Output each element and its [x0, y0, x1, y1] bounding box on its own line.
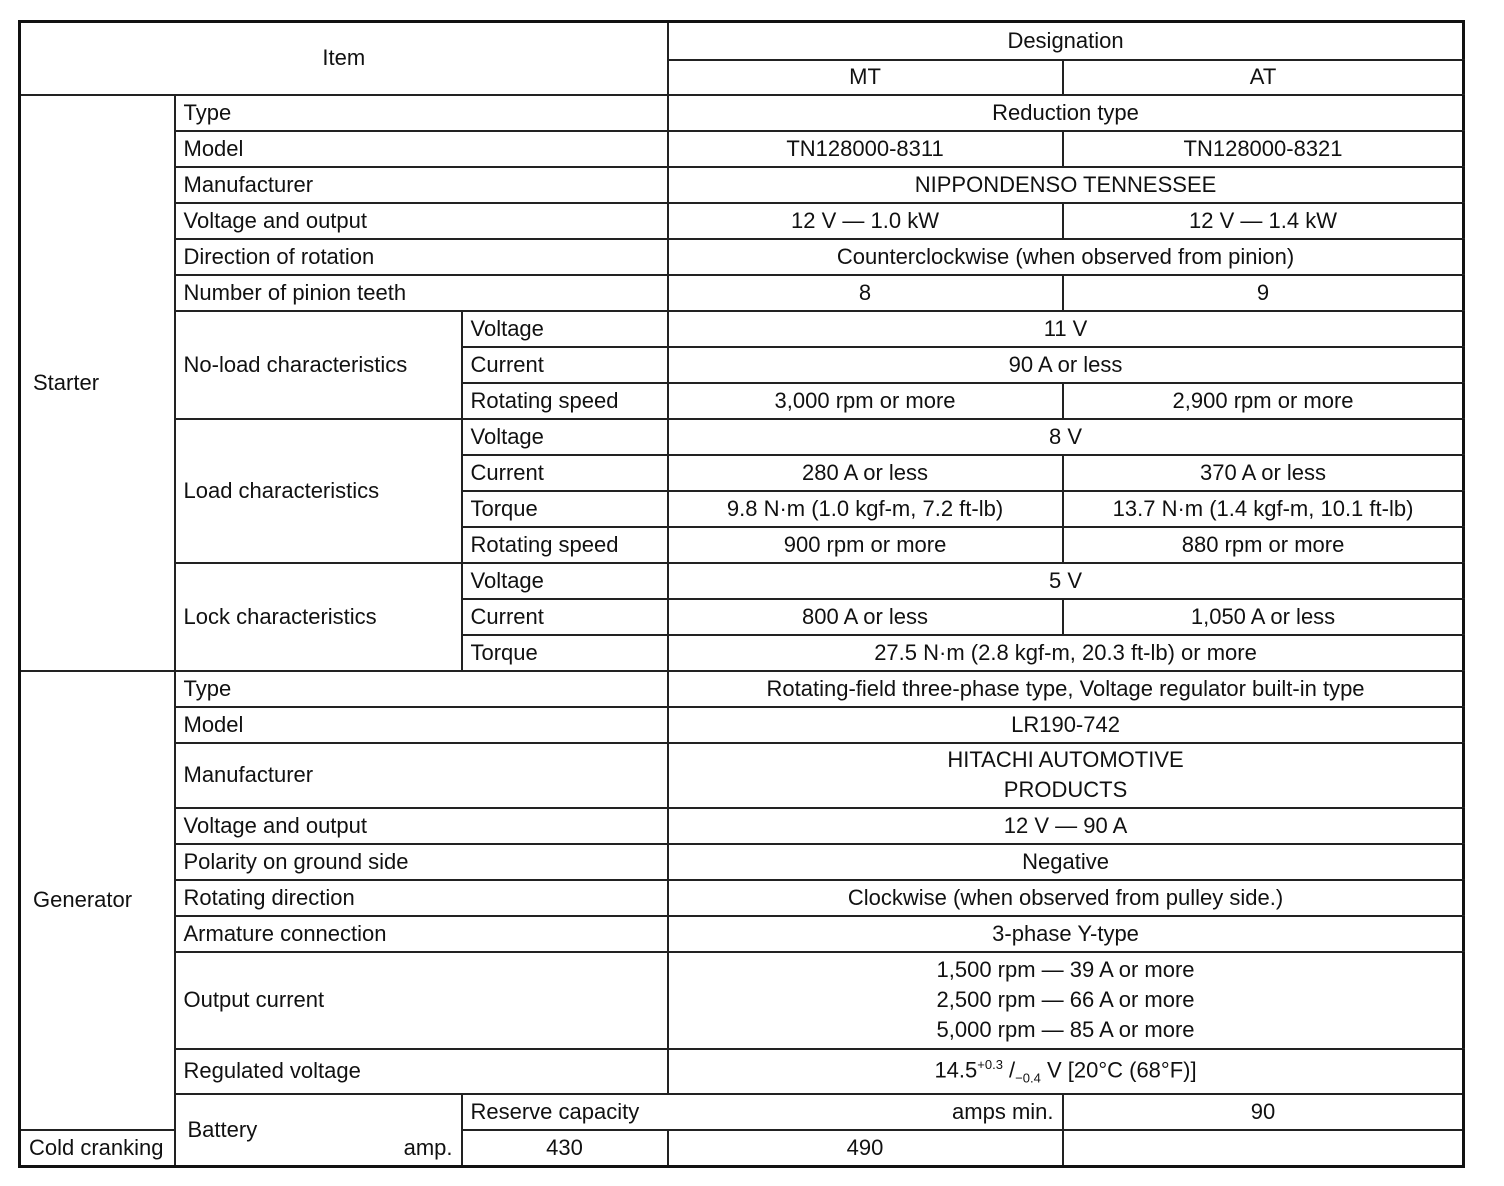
header-designation: Designation	[668, 22, 1464, 60]
starter-model-mt: TN128000-8311	[668, 131, 1063, 167]
battery-cold-label: Cold cranking	[29, 1134, 164, 1160]
generator-regulated-voltage-value	[668, 1049, 1464, 1095]
starter-type-label: Type	[175, 95, 668, 131]
generator-manufacturer-line2: PRODUCTS	[1003, 777, 1128, 802]
generator-type-value: Rotating-field three-phase type, Voltage regulator built-in type	[668, 671, 1464, 707]
load-torque-at: 13.7 N·m (1.4 kgf-m, 10.1 ft-lb)	[1063, 491, 1464, 527]
generator-rotating-direction-value: Clockwise (when observed from pulley side.)	[668, 880, 1464, 916]
generator-manufacturer-value	[668, 743, 1464, 808]
group-battery: Battery	[175, 1094, 462, 1166]
no-load-voltage-value: 11 V	[668, 311, 1464, 347]
load-current-at: 370 A or less	[1063, 455, 1464, 491]
no-load-speed-at: 2,900 rpm or more	[1063, 383, 1464, 419]
starter-manufacturer-value: NIPPONDENSO TENNESSEE	[668, 167, 1464, 203]
generator-regulated-voltage-label: Regulated voltage	[175, 1049, 668, 1095]
no-load-label: No-load characteristics	[175, 311, 462, 419]
regulated-voltage-upper-tolerance: +0.3	[977, 1056, 1003, 1072]
output-current-line: 5,000 rpm — 85 A or more	[936, 1017, 1195, 1042]
regulated-voltage-lower-tolerance: −0.4	[1015, 1070, 1041, 1086]
starter-pinion-mt: 8	[668, 275, 1063, 311]
battery-cold-mt: 430	[462, 1130, 668, 1166]
starter-type-value: Reduction type	[668, 95, 1464, 131]
starter-voltage-output-label: Voltage and output	[175, 203, 668, 239]
no-load-voltage-label: Voltage	[462, 311, 668, 347]
generator-rotating-direction-label: Rotating direction	[175, 880, 668, 916]
generator-manufacturer-line1: HITACHI AUTOMOTIVE	[947, 747, 1184, 772]
generator-output-current-label: Output current	[175, 952, 668, 1049]
starter-direction-label: Direction of rotation	[175, 239, 668, 275]
load-current-label: Current	[462, 455, 668, 491]
load-speed-mt: 900 rpm or more	[668, 527, 1063, 563]
generator-model-value: LR190-742	[668, 707, 1464, 743]
battery-reserve-mt: 90	[1063, 1094, 1464, 1130]
no-load-current-value: 90 A or less	[668, 347, 1464, 383]
battery-cold-at: 490	[668, 1130, 1063, 1166]
no-load-speed-label: Rotating speed	[462, 383, 668, 419]
load-current-mt: 280 A or less	[668, 455, 1063, 491]
group-starter: Starter	[20, 95, 175, 671]
load-torque-mt: 9.8 N·m (1.0 kgf-m, 7.2 ft-lb)	[668, 491, 1063, 527]
regulated-voltage-base: 14.5	[934, 1056, 978, 1082]
generator-type-label: Type	[175, 671, 668, 707]
load-label: Load characteristics	[175, 419, 462, 563]
generator-voltage-output-value: 12 V — 90 A	[668, 808, 1464, 844]
lock-current-mt: 800 A or less	[668, 599, 1063, 635]
load-speed-label: Rotating speed	[462, 527, 668, 563]
header-at: AT	[1063, 60, 1464, 95]
load-voltage-value: 8 V	[668, 419, 1464, 455]
generator-output-current-value	[668, 952, 1464, 1049]
no-load-current-label: Current	[462, 347, 668, 383]
starter-model-at: TN128000-8321	[1063, 131, 1464, 167]
starter-pinion-at: 9	[1063, 275, 1464, 311]
output-current-line: 2,500 rpm — 66 A or more	[936, 987, 1195, 1012]
lock-label: Lock characteristics	[175, 563, 462, 671]
lock-voltage-label: Voltage	[462, 563, 668, 599]
regulated-voltage-slash: /	[1002, 1056, 1016, 1082]
group-generator: Generator	[20, 671, 175, 1131]
generator-armature-label: Armature connection	[175, 916, 668, 952]
load-speed-at: 880 rpm or more	[1063, 527, 1464, 563]
battery-cold-unit: amp.	[403, 1134, 453, 1160]
specifications-table	[18, 20, 1465, 1168]
generator-model-label: Model	[175, 707, 668, 743]
header-item: Item	[20, 22, 668, 95]
output-current-line: 1,500 rpm — 39 A or more	[936, 957, 1195, 982]
generator-manufacturer-label: Manufacturer	[175, 743, 668, 808]
load-voltage-label: Voltage	[462, 419, 668, 455]
battery-reserve-unit: amps min.	[952, 1099, 1054, 1125]
battery-reserve-label: Reserve capacity	[470, 1099, 640, 1125]
header-mt: MT	[668, 60, 1063, 95]
battery-reserve-label-cell	[462, 1094, 1063, 1130]
lock-torque-label: Torque	[462, 635, 668, 671]
starter-pinion-label: Number of pinion teeth	[175, 275, 668, 311]
lock-current-at: 1,050 A or less	[1063, 599, 1464, 635]
lock-torque-value: 27.5 N·m (2.8 kgf-m, 20.3 ft-lb) or more	[668, 635, 1464, 671]
lock-current-label: Current	[462, 599, 668, 635]
generator-polarity-label: Polarity on ground side	[175, 844, 668, 880]
starter-model-label: Model	[175, 131, 668, 167]
starter-voltage-output-mt: 12 V — 1.0 kW	[668, 203, 1063, 239]
starter-direction-value: Counterclockwise (when observed from pinion)	[668, 239, 1464, 275]
starter-manufacturer-label: Manufacturer	[175, 167, 668, 203]
generator-voltage-output-label: Voltage and output	[175, 808, 668, 844]
starter-voltage-output-at: 12 V — 1.4 kW	[1063, 203, 1464, 239]
generator-polarity-value: Negative	[668, 844, 1464, 880]
no-load-speed-mt: 3,000 rpm or more	[668, 383, 1063, 419]
lock-voltage-value: 5 V	[668, 563, 1464, 599]
regulated-voltage-tail: V [20°C (68°F)]	[1040, 1056, 1197, 1082]
load-torque-label: Torque	[462, 491, 668, 527]
generator-armature-value: 3-phase Y-type	[668, 916, 1464, 952]
